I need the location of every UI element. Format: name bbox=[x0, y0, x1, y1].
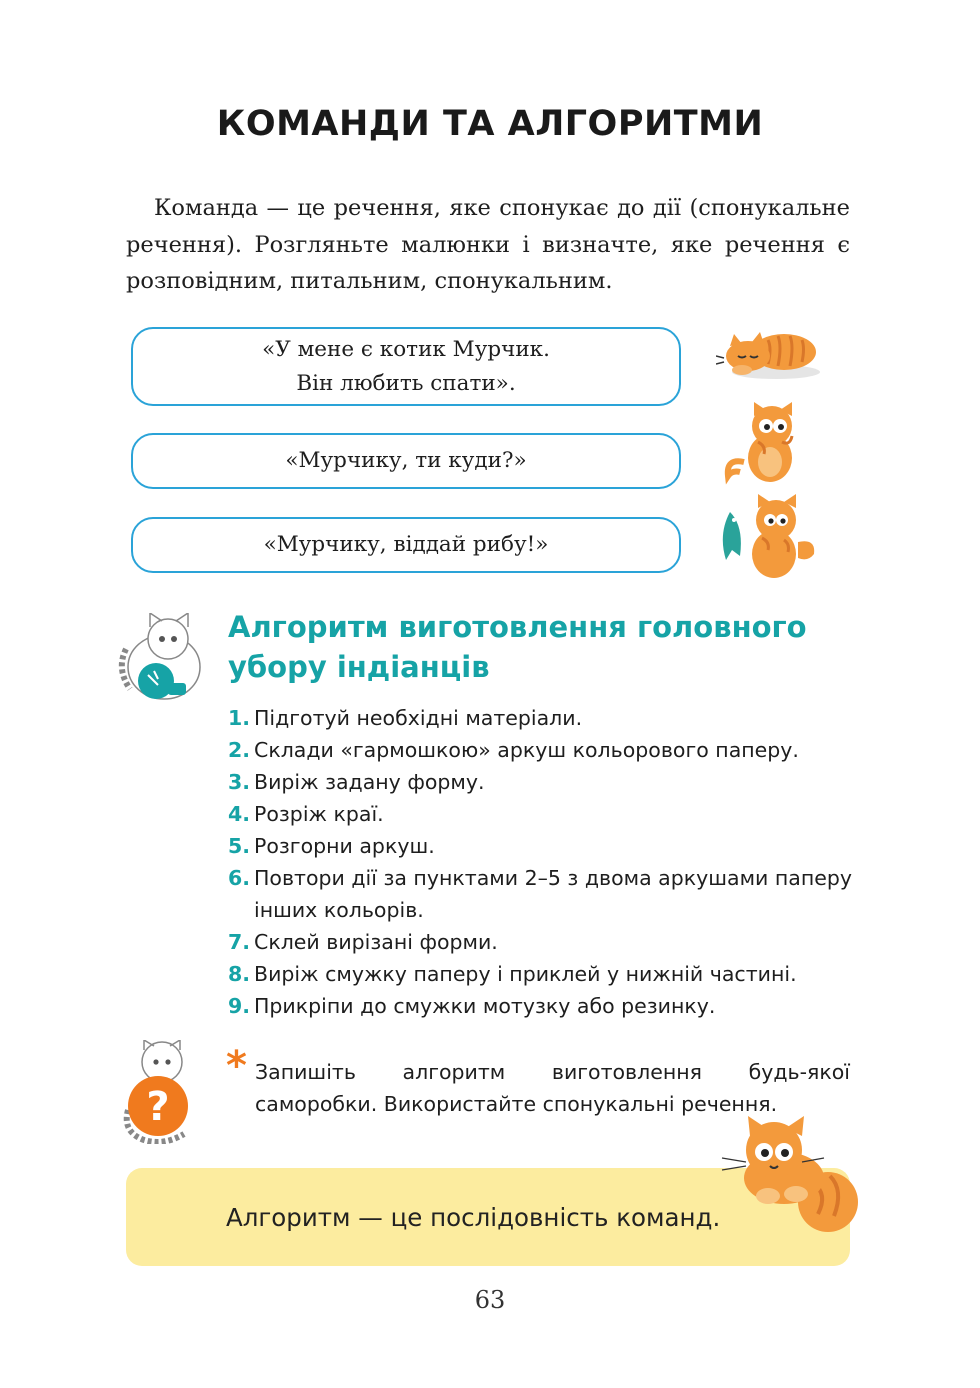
section-title-line: убору індіанців bbox=[228, 650, 490, 684]
intro-text: Команда — це речення, яке спонукає до дії (спонукальне речення). Розгляньте малюнки і визначте, яке речення є розповідним, питальним, спонукальним. bbox=[126, 195, 850, 294]
step-number: 7. bbox=[228, 930, 251, 954]
standing-cat-illustration bbox=[722, 402, 814, 486]
step-text: Розріж краї. bbox=[254, 802, 384, 826]
definition-text: Алгоритм — це послідовність команд. bbox=[226, 1202, 721, 1232]
bubble-line: «Мурчику, віддай рибу!» bbox=[263, 532, 549, 557]
step-text: Склей вирізані форми. bbox=[254, 930, 498, 954]
peeking-cat-illustration bbox=[718, 1114, 864, 1238]
section-title bbox=[228, 607, 848, 687]
step-number: 4. bbox=[228, 802, 251, 826]
task-text: Запишіть алгоритм виготовлення будь-якої саморобки. Використайте спонукальні речення. bbox=[255, 1060, 850, 1116]
list-item bbox=[228, 990, 853, 1022]
bubble-line: «У мене є котик Мурчик. bbox=[262, 336, 550, 362]
step-text: Розгорни аркуш. bbox=[254, 834, 435, 858]
page-title: КОМАНДИ ТА АЛГОРИТМИ bbox=[216, 104, 764, 144]
intro-paragraph bbox=[126, 190, 850, 300]
bubble-line: «Мурчику, ти куди?» bbox=[285, 448, 527, 473]
list-item bbox=[228, 798, 853, 830]
list-item bbox=[228, 702, 853, 734]
list-item bbox=[228, 734, 853, 766]
cat-with-fish-illustration bbox=[720, 494, 818, 582]
step-number: 3. bbox=[228, 770, 251, 794]
step-text: Виріж смужку паперу і приклей у нижній частині. bbox=[254, 962, 797, 986]
step-text: Виріж задану форму. bbox=[254, 770, 485, 794]
algorithm-steps-list bbox=[228, 702, 853, 1022]
list-item bbox=[228, 862, 853, 926]
list-item bbox=[228, 766, 853, 798]
sleeping-cat-illustration bbox=[716, 318, 820, 380]
page-number: 63 bbox=[474, 1286, 506, 1314]
bubble-line: Він любить спати». bbox=[296, 370, 516, 396]
step-text: Склади «гармошкою» аркуш кольорового паперу. bbox=[254, 738, 799, 762]
step-number: 8. bbox=[228, 962, 251, 986]
cat-with-question-icon bbox=[122, 1040, 198, 1144]
list-item bbox=[228, 926, 853, 958]
section-title-line: Алгоритм виготовлення головного bbox=[228, 610, 807, 644]
step-text: Прикріпи до смужки мотузку або резинку. bbox=[254, 994, 716, 1018]
speech-bubble-command bbox=[131, 517, 681, 573]
cat-with-lightbulb-icon bbox=[110, 613, 216, 705]
step-number: 1. bbox=[228, 706, 251, 730]
speech-bubble-question bbox=[131, 433, 681, 489]
list-item bbox=[228, 830, 853, 862]
step-text: Повтори дії за пунктами 2–5 з двома аркушами паперу інших кольорів. bbox=[254, 866, 853, 922]
speech-bubble-statement bbox=[131, 327, 681, 406]
step-text: Підготуй необхідні матеріали. bbox=[254, 706, 583, 730]
list-item bbox=[228, 958, 853, 990]
asterisk-icon: * bbox=[226, 1043, 247, 1089]
step-number: 2. bbox=[228, 738, 251, 762]
question-mark: ? bbox=[146, 1084, 170, 1130]
step-number: 9. bbox=[228, 994, 251, 1018]
step-number: 6. bbox=[228, 866, 251, 890]
step-number: 5. bbox=[228, 834, 251, 858]
